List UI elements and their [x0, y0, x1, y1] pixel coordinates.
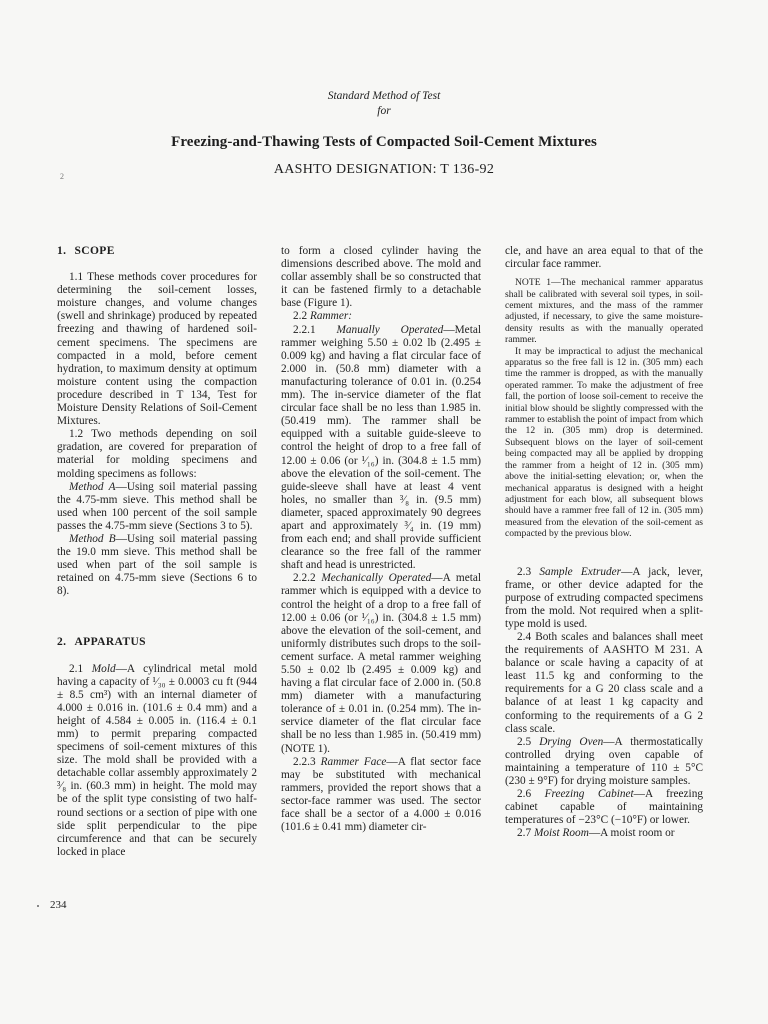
para-2-2-3-cont: cle, and have an area equal to that of the circular face rammer.	[505, 245, 703, 271]
para-text: —A jack, lever, frame, or other device adapted for the purpose of extruding compacted specimens from the mold. Not required when a split-type mold is used.	[505, 565, 703, 630]
section-number: 2.5	[517, 735, 532, 748]
section-number: 2.6	[517, 788, 532, 801]
para-2-2-2	[281, 572, 481, 755]
page-dot	[37, 905, 39, 907]
para-2-2-3	[281, 756, 481, 835]
para-2-6	[505, 788, 703, 827]
para-text: —A thermostatically controlled drying oven capable of maintaining a temperature of 110 ± 5°C (230 ± 9°F) for drying moisture samples.	[505, 735, 703, 788]
scope-heading	[57, 245, 257, 258]
scope-title: SCOPE	[74, 245, 115, 257]
apparatus-number: 2.	[57, 636, 67, 649]
note-1	[505, 277, 703, 539]
standard-label: Standard Method of Test	[327, 90, 441, 102]
para-2-5	[505, 736, 703, 788]
section-number: 1.1	[69, 271, 84, 284]
method-b	[57, 533, 257, 598]
section-number: 2.2.2	[293, 572, 316, 585]
document-title: Freezing-and-Thawing Tests of Compacted Soil-Cement Mixtures	[171, 134, 597, 150]
note-1-para	[505, 277, 703, 345]
para-text: —A metal rammer which is equipped with a device to control the height of a drop to a free fall of 12.00 ± 0.06 (or ¹⁄₁₆) in. (304.8 ± 1.5 mm) above the elevation of the soil-cement, and uniformly distributes such drops to the soil-cement surface. A metal rammer weighing 5.50 ± 0.02 lb (2.495 ± 0.009 kg) and having a flat circular face of 2.000 in. (50.8 mm) diameter with a manufacturing tolerance of ± 0.01 in. (0.254 mm). The in-service diameter of the flat circular face shall be no less than 1.985 in. (50.419 mm) (NOTE 1).	[281, 572, 481, 755]
para-1-1	[57, 271, 257, 428]
para-text: —A moist room or	[588, 827, 675, 840]
section-number: 2.3	[517, 565, 532, 578]
section-number: 2.2.3	[293, 755, 316, 768]
para-2-2	[281, 310, 481, 323]
column-2	[281, 245, 481, 834]
section-number: 2.1	[69, 662, 84, 675]
section-label: Drying Oven	[539, 735, 604, 748]
section-label: Moist Room	[533, 827, 589, 840]
para-2-4	[505, 631, 703, 736]
note-text: —The mechanical rammer apparatus shall be calibrated with several soil types, in soil-cement mixtures, and the mass of the rammer adjusted, if necessary, to give the same moisture-density results as with the manually operated rammer.	[505, 277, 703, 346]
para-2-1	[57, 663, 257, 859]
method-b-label: Method B	[69, 532, 116, 545]
para-text: —A cylindrical metal mold having a capacity of ¹⁄₃₀ ± 0.0003 cu ft (944 ± 8.5 cm³) with an internal diameter of 4.000 ± 0.016 in. (101.6 ± 0.4 mm) and a height of 4.584 ± 0.005 in. (116.4 ± 0.1 mm) to permit preparing compacted specimens of soil-cement mixtures of this size. The mold shall be provided with a detachable collar assembly approximately 2 ³⁄₈ in. (60.3 mm) in height. The mold may be of the split type consisting of two half-round sections or a section of pipe with one side split perpendicular to the pipe circumference and that can be securely locked in place	[57, 662, 257, 858]
section-label: Freezing Cabinet	[544, 788, 634, 801]
section-label: Manually Operated	[336, 323, 444, 336]
para-text: Both scales and balances shall meet the requirements of AASHTO M 231. A balance or scale having a capacity of at least 11.5 kg and conforming to the requirements for a G 20 class scale and a balance of at least 1 kg capacity and conforming to the requirements of a G 2 class scale.	[505, 631, 703, 735]
para-2-1-cont: to form a closed cylinder having the dimensions described above. The mold and collar assembly shall be so constructed that it can be fastened firmly to a detachable base (Figure 1).	[281, 245, 481, 310]
method-a	[57, 481, 257, 533]
note-label: NOTE 1	[515, 277, 552, 289]
apparatus-title: APPARATUS	[74, 636, 146, 649]
section-label: Mold	[91, 662, 116, 675]
column-1	[57, 245, 257, 859]
scope-number: 1.	[57, 245, 67, 257]
method-a-label: Method A	[69, 480, 116, 493]
designation: AASHTO DESIGNATION: T 136-92	[273, 162, 495, 177]
section-label: Rammer:	[309, 310, 352, 323]
section-number: 1.2	[69, 428, 84, 441]
for-label: for	[377, 105, 391, 117]
para-text: These methods cover procedures for determining the soil-cement losses, moisture changes, and volume changes (swell and shrinkage) produced by repeated freezing and thawing of hardened soil-cement specimens. The specimens are compacted in a mold, before cement hydration, to maximum density at optimum moisture content using the compaction procedure described in T 134, Test for Moisture Density Relations of Soil-Cement Mixtures.	[57, 271, 257, 428]
para-1-2	[57, 428, 257, 480]
margin-mark: 2	[60, 172, 64, 181]
page-number: 234	[50, 899, 67, 911]
para-text: Two methods depending on soil gradation, are covered for preparation of material for molding specimens and molding specimens as follows:	[57, 428, 257, 480]
section-number: 2.4	[517, 631, 532, 643]
para-text: —A flat sector face may be substituted with mechanical rammers, provided the report shows that a sector-face rammer was used. The sector face shall be a sector of a 4.000 ± 0.016 (101.6 ± 0.41 mm) diameter cir-	[281, 755, 481, 834]
para-2-2-1	[281, 324, 481, 573]
section-label: Sample Extruder	[539, 565, 622, 578]
section-number: 2.2.1	[293, 323, 316, 336]
note-2-para: It may be impractical to adjust the mechanical apparatus so the free fall is 12 in. (305 mm) each time the rammer is dropped, as with the manually operated rammer. To make the adjustment of free fall, the portion of loose soil-cement to receive the initial blow should be slightly compressed with the rammer to establish the point of impact from which the 12 in. (305 mm) drop is determined. Subsequent blows on the layer of soil-cement being compacted may all be applied by dropping the rammer from a height of 12 in. (305 mm) above the initial-setting elevation; or, when the mechanical apparatus is designed with a height adjustment for each blow, all subsequent blows should have a rammer free fall of 12 in. (305 mm) measured from the elevation of the soil-cement as compacted by the previous blow.	[505, 345, 703, 540]
para-text: —Using soil material passing the 19.0 mm sieve. This method shall be used when part of the soil sample is retained on 4.75-mm sieve (Sections 6 to 8).	[57, 532, 258, 598]
section-label: Rammer Face	[320, 755, 387, 768]
para-2-7	[505, 827, 703, 840]
para-text: —A freezing cabinet capable of maintaining temperatures of −23°C (−10°F) or lower.	[505, 788, 703, 827]
para-2-3	[505, 566, 703, 631]
section-number: 2.2	[293, 310, 308, 323]
para-text: —Using soil material passing the 4.75-mm sieve. This method shall be used when 100 percent of the soil sample passes the 4.75-mm sieve (Sections 3 to 5).	[57, 480, 257, 532]
apparatus-heading	[57, 636, 257, 649]
section-number: 2.7	[517, 827, 532, 840]
para-text: —Metal rammer weighing 5.50 ± 0.02 lb (2.495 ± 0.009 kg) and having a flat circular face of 2.000 in. (50.8 mm) diameter with a manufacturing tolerance of 0.01 in. (0.254 mm). The in-service diameter of the flat circular face shall be no less than 1.985 in. (50.419 mm). The rammer shall be equipped with a suitable guide-sleeve to control the height of drop to a free fall of 12.00 ± 0.06 (or ¹⁄₁₆) in. (304.8 ± 1.5 mm) above the elevation of the soil-cement. The guide-sleeve shall have at least 4 vent holes, no smaller than ³⁄₈ in. (9.5 mm) diameter, spaced approximately 90 degrees apart and approximately ³⁄₄ in. (19 mm) from each end; and shall provide sufficient clearance so the free fall of the rammer shaft and head is unrestricted.	[281, 323, 481, 572]
column-3	[505, 245, 703, 841]
section-label: Mechanically Operated	[321, 572, 432, 585]
